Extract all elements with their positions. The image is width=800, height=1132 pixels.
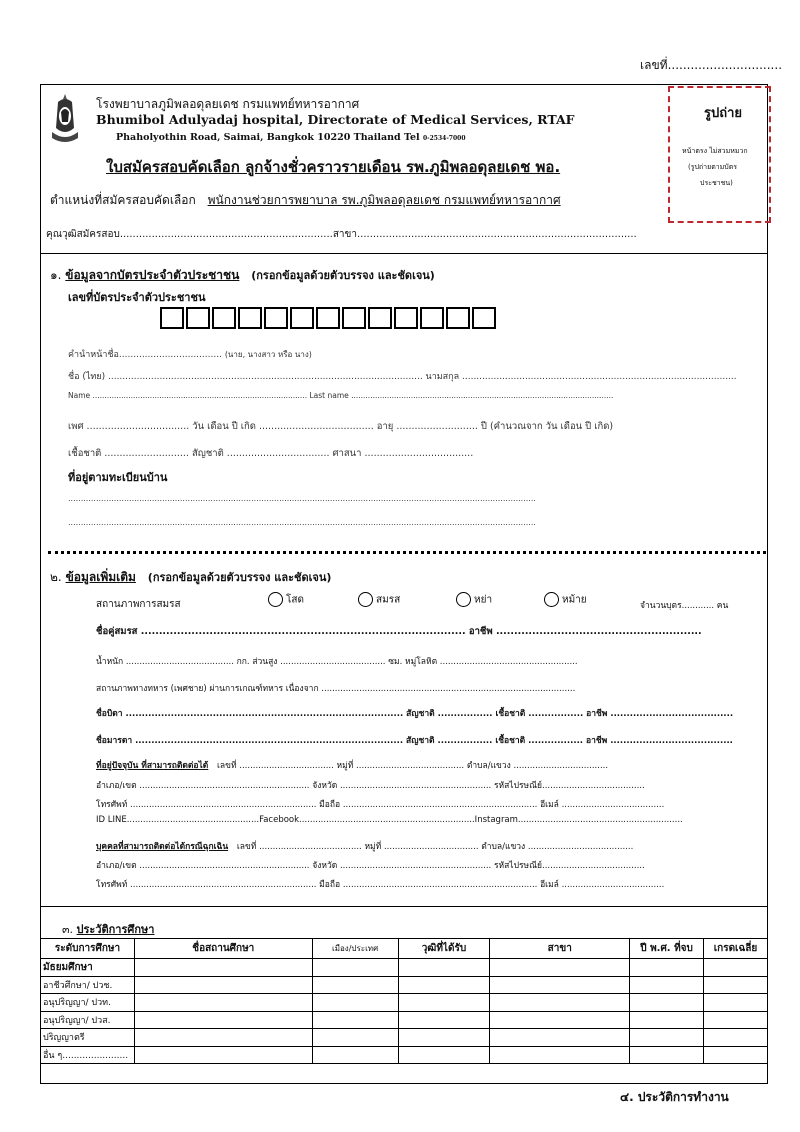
contact-label: ที่อยู่ปัจจุบัน ที่สามารถติดต่อได้ — [96, 761, 209, 771]
section3-title: ประวัติการศึกษา — [76, 923, 155, 936]
education-level: อาชีวศึกษา/ ปวช. — [41, 976, 135, 994]
section2-title: ข้อมูลเพิ่มเติม — [65, 570, 136, 584]
divider — [40, 253, 768, 254]
hospital-name-thai: โรงพยาบาลภูมิพลอดุลยเดช กรมแพทย์ทหารอากาศ — [96, 97, 360, 111]
photo-note-1: หน้าตรง ไม่สวมหมวก — [682, 147, 748, 155]
photo-note-3: ประชาชน) — [700, 179, 733, 187]
section1-title: ข้อมูลจากบัตรประจำตัวประชาชน — [65, 268, 240, 282]
id-digit-box[interactable] — [316, 307, 340, 329]
prefix-note: (นาย, นางสาว หรือ นาง) — [224, 350, 312, 359]
registered-address-label: ที่อยู่ตามทะเบียนบ้าน — [68, 471, 168, 484]
hospital-address: Phaholyothin Road, Saimai, Bangkok 10220 Thailand Tel 0-2534-7000 — [116, 132, 466, 143]
education-level: อนุปริญญา/ ปวท. — [41, 994, 135, 1012]
social-line[interactable]: ID LINE.................................................Facebook.................................................................Instagram............................................................. — [96, 815, 683, 825]
column-header: เมือง/ประเทศ — [312, 939, 398, 959]
column-header: เกรดเฉลี่ย — [704, 939, 768, 959]
table-row[interactable] — [41, 1029, 768, 1047]
education-level: ปริญญาตรี — [41, 1029, 135, 1047]
id-digit-box[interactable] — [238, 307, 262, 329]
section-separator — [48, 551, 766, 554]
id-card-label: เลขที่บัตรประจำตัวประชาชน — [68, 291, 206, 304]
emergency-row[interactable] — [96, 839, 633, 853]
table-row[interactable] — [41, 1046, 768, 1064]
father-row[interactable]: ชื่อบิดา ...................................................................................... สัญชาติ ................. เชื้อชาติ ................. อาชีพ ...................................... — [96, 709, 734, 719]
section1-note: (กรอกข้อมูลด้วยตัวบรรจง และชัดเจน) — [251, 269, 435, 282]
section3-heading — [62, 920, 154, 938]
section1-heading — [50, 266, 435, 285]
body-row[interactable]: น้ำหนัก ........................................ กก. ส่วนสูง ....................................... ซม. หมู่โลหิต ................................................... — [96, 657, 578, 667]
registered-address-line[interactable]: ........................................................................................................................................................................................ — [68, 518, 536, 527]
marital-label: สถานภาพการสมรส — [96, 599, 181, 610]
id-card-input[interactable] — [160, 307, 498, 332]
emergency-line[interactable]: อำเภอ/เขต ............................................................... จังหวัด ........................................................ รหัสไปรษณีย์...................................... — [96, 861, 645, 871]
contact-line[interactable]: โทรศัพท์ ..................................................................... มือถือ ........................................................................ อีเมล์ ...................................... — [96, 800, 665, 810]
radio-icon[interactable] — [456, 592, 471, 607]
race-row[interactable]: เชื้อชาติ ............................ สัญชาติ .................................. ศาสนา .................................... — [68, 448, 474, 459]
marital-married[interactable]: สมรส — [358, 592, 400, 608]
marital-single[interactable]: โสด — [268, 592, 304, 608]
hospital-tel: 0-2534-7000 — [422, 135, 466, 142]
table-row[interactable] — [41, 994, 768, 1012]
emergency-line: เลขที่ ...................................... หมู่ที่ ................................... ตำบล/แขวง ....................................... — [236, 842, 634, 852]
education-level: อนุปริญญา/ ปวส. — [41, 1011, 135, 1029]
table-row[interactable] — [41, 1011, 768, 1029]
column-header: ชื่อสถานศึกษา — [134, 939, 312, 959]
column-header: วุฒิที่ได้รับ — [398, 939, 490, 959]
id-digit-box[interactable] — [342, 307, 366, 329]
id-digit-box[interactable] — [446, 307, 470, 329]
children-count[interactable]: จำนวนบุตร............ คน — [640, 601, 729, 611]
contact-line: เลขที่ ................................... หมู่ที่ ........................................ ตำบล/แขวง ................................... — [217, 761, 609, 771]
name-thai-row[interactable]: ชื่อ (ไทย) .............................................................................................................. นามสกุล ................................................................................................ — [68, 372, 737, 382]
id-digit-box[interactable] — [160, 307, 184, 329]
photo-note-2: (รูปถ่ายตามบัตร — [688, 163, 738, 171]
id-digit-box[interactable] — [212, 307, 236, 329]
id-digit-box[interactable] — [368, 307, 392, 329]
hospital-name-english: Bhumibol Adulyadaj hospital, Directorate of Medical Services, RTAF — [96, 112, 575, 127]
sex-birth-row[interactable]: เพศ .................................. วัน เดือน ปี เกิด ...................................... อายุ ........................... ปี (คำนวณจาก วัน เดือน ปี เกิด) — [68, 421, 614, 432]
photo-title: รูปถ่าย — [704, 106, 743, 121]
form-title: ใบสมัครสอบคัดเลือก ลูกจ้างชั่วคราวรายเดือน รพ.ภูมิพลอดุลยเดช พอ. — [106, 158, 561, 176]
emergency-label: บุคคลที่สามารถติดต่อได้กรณีฉุกเฉิน — [96, 842, 229, 852]
qualification-row[interactable] — [46, 227, 637, 242]
table-row[interactable] — [41, 959, 768, 977]
photo-box[interactable] — [668, 86, 771, 223]
id-digit-box[interactable] — [394, 307, 418, 329]
section3-number: ๓. — [62, 923, 74, 936]
position-label: ตำแหน่งที่สมัครสอบคัดเลือก — [50, 193, 196, 207]
qualification-label: คุณวุฒิสมัครสอบ................................................................... — [46, 229, 333, 240]
registered-address-line[interactable]: ........................................................................................................................................................................................ — [68, 494, 536, 503]
education-level: มัธยมศึกษา — [41, 959, 135, 977]
section2-note: (กรอกข้อมูลด้วยตัวบรรจง และชัดเจน) — [147, 571, 332, 584]
contact-row[interactable] — [96, 758, 608, 772]
military-row[interactable]: สถานภาพทางทหาร (เพศชาย) ผ่านการเกณฑ์ทหาร เนื่องจาก .............................................................................................. — [96, 684, 576, 694]
position-value: พนักงานช่วยการพยาบาล รพ.ภูมิพลอดุลยเดช กรมแพทย์ทหารอากาศ — [207, 193, 561, 207]
document-number: เลขที่.............................. — [640, 58, 783, 72]
marital-divorced[interactable]: หย่า — [456, 592, 492, 608]
column-header: ปี พ.ศ. ที่จบ — [630, 939, 704, 959]
education-table — [40, 938, 768, 1064]
name-english-row[interactable]: Name .......................................................................................... Last name .............................................................................................................. — [68, 391, 614, 400]
id-digit-box[interactable] — [290, 307, 314, 329]
section2-number: ๒. — [50, 570, 62, 584]
radio-icon[interactable] — [544, 592, 559, 607]
table-row[interactable] — [41, 976, 768, 994]
contact-line[interactable]: อำเภอ/เขต ............................................................... จังหวัด ........................................................ รหัสไปรษณีย์...................................... — [96, 781, 645, 791]
education-header-row — [41, 939, 768, 959]
section2-heading — [50, 568, 331, 587]
id-digit-box[interactable] — [264, 307, 288, 329]
column-header: ระดับการศึกษา — [41, 939, 135, 959]
marital-widowed[interactable]: หม้าย — [544, 592, 587, 608]
radio-icon[interactable] — [268, 592, 283, 607]
id-digit-box[interactable] — [420, 307, 444, 329]
prefix-field: คำนำหน้าชื่อ.................................... — [68, 350, 222, 360]
emergency-line[interactable]: โทรศัพท์ ..................................................................... มือถือ ........................................................................ อีเมล์ ...................................... — [96, 880, 665, 890]
divider — [40, 906, 768, 907]
prefix-row[interactable] — [68, 347, 312, 361]
education-level: อื่น ๆ....................... — [41, 1046, 135, 1064]
position-row — [50, 191, 561, 210]
section1-number: ๑. — [50, 268, 62, 282]
spouse-row[interactable]: ชื่อคู่สมรส .......................................................................................... อาชีพ ......................................................... — [96, 626, 702, 637]
section4-heading: ๔. ประวัติการทำงาน — [620, 1090, 729, 1104]
rtaf-emblem-icon — [48, 92, 82, 148]
mother-row[interactable]: ชื่อมารดา ................................................................................... สัญชาติ ................. เชื้อชาติ ................. อาชีพ ...................................... — [96, 736, 733, 746]
qualification-field: สาขา........................................................................................ — [332, 229, 637, 240]
radio-icon[interactable] — [358, 592, 373, 607]
id-digit-box[interactable] — [186, 307, 210, 329]
id-digit-box[interactable] — [472, 307, 496, 329]
column-header: สาขา — [490, 939, 630, 959]
